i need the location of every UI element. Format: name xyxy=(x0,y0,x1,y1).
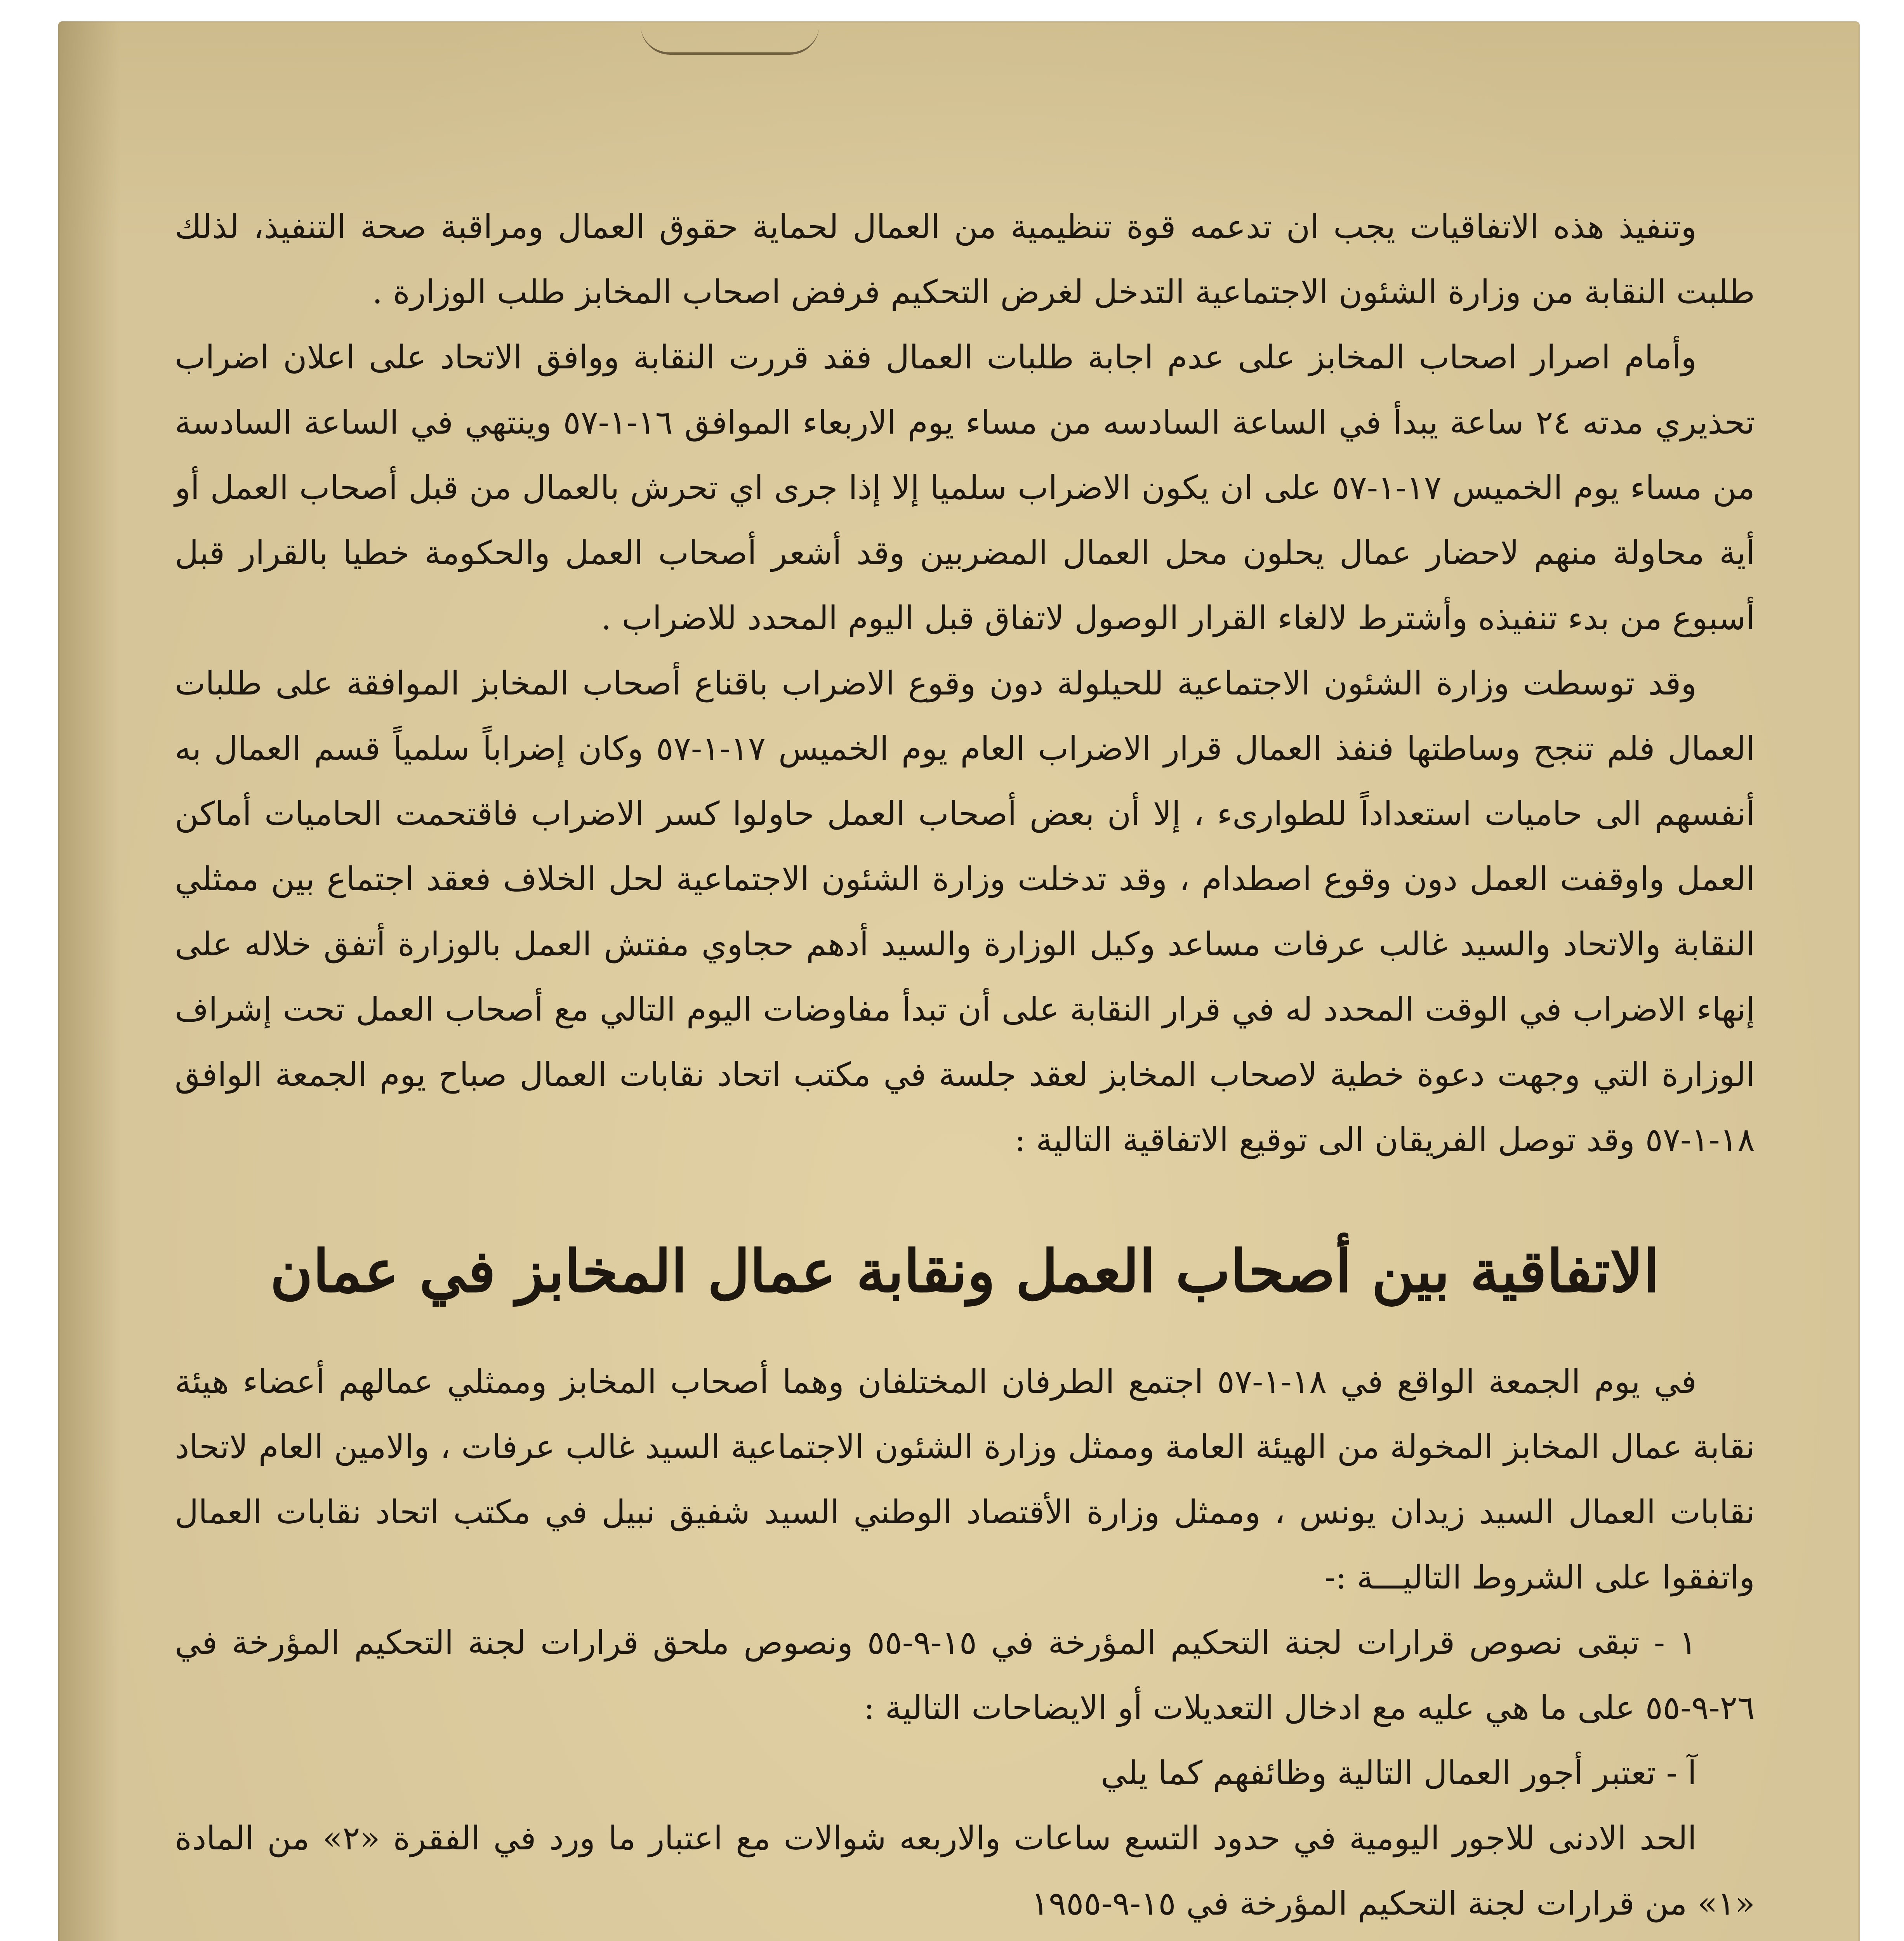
agreement-heading: الاتفاقية بين أصحاب العمل ونقابة عمال المخابز في عمان xyxy=(270,1237,1660,1306)
paragraph-clause-1a: آ - تعتبر أجور العمال التالية وظائفهم كما يلي xyxy=(1101,1754,1697,1792)
paragraph-clause-1: ١ - تبقى نصوص قرارات لجنة التحكيم المؤرخة في ١٥-٩-٥٥ ونصوص ملحق قرارات لجنة التحكيم المؤرخة في ٢٦-٩-٥٥ على ما هي عليه مع ادخال التعديلات أو الايضاحات التالية : xyxy=(175,1623,1755,1727)
paragraph-min-wage: الحد الادنى للاجور اليومية في حدود التسع ساعات والاربعه شوالات مع اعتبار ما ورد في الفقرة «٢» من المادة «١» من قرارات لجنة التحكيم المؤرخة في ١٥-٩-١٩٥٥ xyxy=(175,1819,1755,1922)
body-text-bottom xyxy=(175,1349,1755,1936)
document-page xyxy=(58,21,1860,1941)
stamp-mark xyxy=(641,25,819,55)
body-text-top xyxy=(175,194,1755,1172)
paragraph-strike-warning: وأمام اصرار اصحاب المخابز على عدم اجابة طلبات العمال فقد قررت النقابة ووافق الاتحاد على اعلان اضراب تحذيري مدته ٢٤ ساعة يبدأ في الساعة السادسه من مساء يوم الاربعاء الموافق ١٦-١-٥٧ وينتهي في الساعة السادسة من مساء يوم الخميس ١٧-١-٥٧ على ان يكون الاضراب سلميا إلا إذا جرى اي تحرش بالعمال من قبل أصحاب العمل أو أية محاولة منهم لاحضار عمال يحلون محل العمال المضربين وقد أشعر أصحاب العمل والحكومة خطيا بالقرار قبل أسبوع من بدء تنفيذه وأشترط لالغاء القرار الوصول لاتفاق قبل اليوم المحدد للاضراب . xyxy=(175,338,1755,637)
paragraph-implementation: وتنفيذ هذه الاتفاقيات يجب ان تدعمه قوة تنظيمية من العمال لحماية حقوق العمال ومراقبة صحة التنفيذ، لذلك طلبت النقابة من وزارة الشئون الاجتماعية التدخل لغرض التحكيم فرفض اصحاب المخابز طلب الوزارة . xyxy=(175,208,1755,311)
paragraph-meeting: في يوم الجمعة الواقع في ١٨-١-٥٧ اجتمع الطرفان المختلفان وهما أصحاب المخابز وممثلي عمالهم أعضاء هيئة نقابة عمال المخابز المخولة من الهيئة العامة وممثل وزارة الشئون الاجتماعية السيد غالب عرفات ، والامين العام لاتحاد نقابات العمال السيد زيدان يونس ، وممثل وزارة الأقتصاد الوطني السيد شفيق نبيل في مكتب اتحاد نقابات العمال واتفقوا على الشروط التاليـــة :- xyxy=(175,1363,1755,1596)
page-spine-shadow xyxy=(58,21,120,1941)
paragraph-mediation: وقد توسطت وزارة الشئون الاجتماعية للحيلولة دون وقوع الاضراب باقناع أصحاب المخابز الموافقة على طلبات العمال فلم تنجح وساطتها فنفذ العمال قرار الاضراب العام يوم الخميس ١٧-١-٥٧ وكان إضراباً سلمياً قسم العمال به أنفسهم الى حاميات استعداداً للطوارىء ، إلا أن بعض أصحاب العمل حاولوا كسر الاضراب فاقتحمت الحاميات أماكن العمل واوقفت العمل دون وقوع اصطدام ، وقد تدخلت وزارة الشئون الاجتماعية لحل الخلاف فعقد اجتماع بين ممثلي النقابة والاتحاد والسيد غالب عرفات مساعد وكيل الوزارة والسيد أدهم حجاوي مفتش العمل بالوزارة أتفق خلاله على إنهاء الاضراب في الوقت المحدد له في قرار النقابة على أن تبدأ مفاوضات اليوم التالي مع أصحاب العمل تحت إشراف الوزارة التي وجهت دعوة خطية لاصحاب المخابز لعقد جلسة في مكتب اتحاد نقابات العمال صباح يوم الجمعة الوافق ١٨-١-٥٧ وقد توصل الفريقان الى توقيع الاتفاقية التالية : xyxy=(175,664,1755,1159)
